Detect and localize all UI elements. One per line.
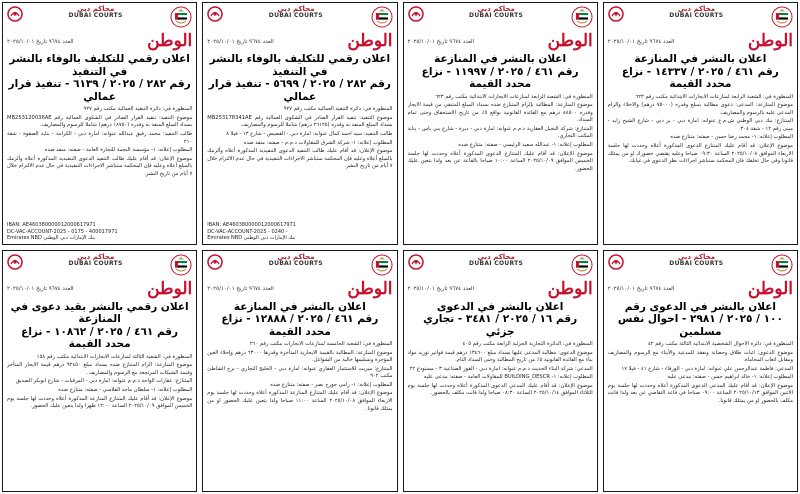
court-notice-7 <box>202 250 397 493</box>
uae-emblem-icon <box>371 254 393 276</box>
dubai-courts-logo <box>624 254 769 267</box>
notice-footer-line: DC-VAC-ACCOUNT-2025 - 0175 - 400017971 <box>7 228 118 235</box>
courts-name-ar: محاكم دبي <box>477 5 515 13</box>
courts-name-ar: محاكم دبي <box>76 5 115 13</box>
issue-line: العدد ٩٦٧٤ تاريخ ٢٠٢٥/١٠/٠١ <box>207 38 274 45</box>
newspaper-name: الوطن <box>147 31 193 51</box>
notice-body <box>7 106 192 222</box>
notice-paragraph: المدعي: شركة البناء الحديث ذ.م.م عنوانه: امارة دبي - القوز الصناعية ٣ - مستودع ٢٢ <box>409 365 593 372</box>
notice-title: اعلان رقمي للتكليف بالوفاء بالنشر في التنفيذ <box>9 53 190 78</box>
notice-case-number: رقم ٤٦١ / ٢٠٢٥ / ١٠٨٦٢ - نزاع محدد القيمة <box>21 325 179 351</box>
court-notice-3 <box>202 2 397 245</box>
courts-name-en: DUBAI COURTS <box>268 259 323 267</box>
courts-name-en: DUBAI COURTS <box>68 259 123 267</box>
notice-body <box>608 94 793 242</box>
notice-title: اعلان رقمي بالنشر بقيد دعوى في المنازعة <box>10 300 189 326</box>
notice-body <box>408 94 593 242</box>
uae-emblem-icon <box>571 6 593 28</box>
masthead-row <box>608 33 793 50</box>
masthead-row <box>408 33 593 50</box>
notice-case-number: رقم ١٦ / ٢٠٢٥ / ٣٤٨١ - تجاري جزئي <box>423 313 578 338</box>
courts-name-ar: محاكم دبي <box>277 5 315 13</box>
courts-name-ar: محاكم دبي <box>677 5 716 13</box>
issue-line: العدد ٩٦٧٤ تاريخ ٢٠٢٥/١٠/٠١ <box>7 38 74 45</box>
notice-paragraph: المدعي: فاطمة عبدالرحمن علي عنوانه: امارة دبي - الورقاء - شارع ٤١ - فيلا ١٧ <box>621 365 793 372</box>
dubai-courts-crest-icon <box>7 254 23 270</box>
notice-paragraph: المطلوب إعلانه: ١- محمد رضا حسن - صفته: متنازع ضده <box>670 134 793 141</box>
dubai-courts-logo <box>424 6 569 19</box>
issue-line: العدد ٩٦٧٤ تاريخ ٢٠٢٥/١٠/٠١ <box>407 38 475 45</box>
ads-grid <box>2 2 798 492</box>
notice-paragraph: المنظورة في: الدائرة التجارية الجزئية الرابعة مكتب رقم ٤٠٥ <box>462 341 593 348</box>
uae-emblem-icon <box>771 254 793 276</box>
dubai-courts-logo <box>23 6 168 19</box>
courts-name-en: DUBAI COURTS <box>469 12 524 19</box>
dubai-courts-crest-icon <box>608 6 624 22</box>
notice-paragraph: موضوع الإعلان: قد أقام عليك المتنازع الدعوى المذكورة أعلاه وحددت لها جلسة الاربعاء الموافق ٢٠٢٥/١٠/٠٨ الساعة ٠٩:٣٠ صباحا وعليه يقتضي حضورك او من يمثلك قانونا وفي حال تخلفك فان المحكمة ستباشر اجراءات نظر الدعوى في غيابك. <box>607 142 793 165</box>
court-notice-5 <box>603 250 798 493</box>
notice-body <box>207 341 392 489</box>
court-notice-1 <box>603 2 798 245</box>
newspaper-name: الوطن <box>747 31 793 51</box>
masthead-row <box>7 278 193 299</box>
notice-case-number: ١٠٠ / ٢٠٢٥ / ٢٩٨١ - احوال نفس مسلمين <box>617 313 783 338</box>
uae-emblem-icon <box>571 254 593 276</box>
dubai-courts-logo <box>624 6 769 19</box>
uae-emblem-icon <box>371 6 393 28</box>
notice-footer-line: Emirates NBD بنك الإمارات دبي الوطني <box>207 235 296 241</box>
notice-footer <box>207 222 392 242</box>
notice-paragraph: موضوع الإعلان: قد أقام عليك المتنازع المنازعة المذكورة أعلاه وحددت لها جلسة يوم الاربعاء الموافق ٢٠٢٥/١٠/٠٨ الساعة ١١:٠٠ صباحا ولذا يتعين عليك الحضور او من يمثلك قانونا. <box>207 390 393 412</box>
notice-paragraph: المتنازع: عقارات الواحة ذ.م.م عنوانه: امارة دبي - المرقبات - شارع ابوبكر الصديق <box>15 378 193 385</box>
notice-header <box>608 254 793 280</box>
courts-name-en: DUBAI COURTS <box>469 259 524 267</box>
notice-body <box>408 341 593 489</box>
notice-paragraph: طالب التنفيذ: محمد رفيق عبدالله عنوانه: امارة دبي - الكرامة - بناية الصفوة - شقة ٢١٠ <box>7 130 193 145</box>
newspaper-name: الوطن <box>347 278 393 299</box>
notice-header <box>207 6 392 32</box>
notice-header <box>408 254 593 280</box>
dubai-courts-crest-icon <box>7 6 23 22</box>
courts-name-ar: محاكم دبي <box>477 252 515 261</box>
courts-name-en: DUBAI COURTS <box>68 12 123 19</box>
notice-case-number: رقم ٤٦١ / ٢٠٢٥ / ١١٩٩٧ - نزاع محدد القيمة <box>421 65 579 91</box>
notice-footer <box>7 222 192 242</box>
notice-paragraph: موضوع التنفيذ: تنفيذ القرار الصادر في الشكوى العمالية رقم MB253120036AE بسداد المبلغ المنفذ به وقدره (١٨٧٥٠ درهم) شاملا للرسوم والمصاريف. <box>7 114 193 129</box>
notice-case-number: رقم ٢٨٢ / ٢٠٢٥ / ٦١٣٩ - تنفيذ قرار عمالي <box>8 78 191 103</box>
notice-body <box>207 106 392 222</box>
newspaper-name: الوطن <box>547 278 593 299</box>
notice-paragraph: موضوع الإعلان: قد أقام عليك طالب التنفيذ الدعوى التنفيذية المذكورة أعلاه وألزمك بالمبلغ أعلاه وعليه فإن المحكمة ستباشر الاجراءات التنفيذية في حال عدم الالتزام خلال ٧ أيام من تاريخ النشر. <box>7 155 193 177</box>
notice-paragraph: موضوع الدعوى: مطالبة المدعى عليها بسداد مبلغ ١٣٤٦٠٠ درهم قيمة فواتير توريد مواد بناء مع الفائدة القانونية ٥٪ من تاريخ المطالبة وحتى السداد التام. <box>407 349 593 364</box>
courts-name-ar: محاكم دبي <box>76 252 115 261</box>
notice-title: اعلان بالنشر في المنازعة <box>634 53 767 65</box>
dubai-courts-logo <box>223 254 368 267</box>
notice-paragraph: موضوع التنفيذ: تنفيذ القرار الصادر في الشكوى العمالية رقم MB253178341AE بسداد المبلغ المنفذ به وقدره (٢٦١٢٥ درهم) شاملا للرسوم والمصاريف. <box>207 114 393 129</box>
dubai-courts-crest-icon <box>207 254 223 270</box>
notice-paragraph: موضوع الإعلان: قد أقام عليك المدعي الدعوى المذكورة أعلاه وحددت لها جلسة يوم الثلاثاء الموافق ٢٠٢٥/١٠/١٤ الساعة ٠٨:٣٠ صباحا ولذا فانت مكلف بالحضور. <box>407 382 593 397</box>
notice-case-number: رقم ٤٦١ / ٢٠٢٥ / ١٤٣٣٧ - نزاع محدد القيمة <box>621 65 779 91</box>
notice-paragraph: المتنازع: شركة النخيل العقارية ذ.م.م عنوانه: امارة دبي - ديرة - شارع بني ياس - بناية المكتب التجاري. <box>407 125 593 140</box>
court-notice-6 <box>403 250 598 493</box>
notice-paragraph: المطلوب إعلانه: ١- BUILDING_DESCR للمقاولات العامة - صفته: مدعى عليه <box>423 374 593 381</box>
newspaper-name: الوطن <box>547 31 593 51</box>
courts-name-en: DUBAI COURTS <box>669 12 724 19</box>
notice-paragraph: موضوع المنازعة: المدعى: دعوى مطالبة بمبلغ وقدره (٧٥٠٠٠ درهم) والاخلاء والزام المدعى عليه بالرسوم والمصاريف. <box>607 102 793 116</box>
dubai-courts-crest-icon <box>408 254 424 270</box>
notice-paragraph: المنظورة في: الشعبة الثالثة لمنازعات الايجارات الابتدائية مكتب رقم ١٥٨ <box>36 353 193 360</box>
notice-paragraph: المطلوب إعلانه: ١- خالد ابراهيم حسن - صفته: مدعى عليه <box>667 374 793 381</box>
court-notice-8 <box>2 250 197 493</box>
notice-title: اعلان بالنشر في المنازعة <box>434 53 567 65</box>
uae-emblem-icon <box>170 6 192 28</box>
uae-emblem-icon <box>771 6 793 28</box>
notice-paragraph: المتنازع: ميريت للاستثمار العقاري عنوانه: امارة دبي - الخليج التجاري - برج الشاطئ مكتب ٩٠٢ <box>207 365 393 380</box>
masthead-row <box>207 33 392 50</box>
notice-title: اعلان بالنشر في الدعوى رقم <box>624 300 777 313</box>
notice-header <box>408 6 593 32</box>
notice-paragraph: موضوع المنازعة: المطالبة بالقيمة الايجارية المتأخرة وقدرها ٦٣٠٠٠ درهم وإخلاء العين المؤجرة وتسليمها خالية من الشواغل. <box>207 349 393 364</box>
courts-name-en: DUBAI COURTS <box>669 259 724 267</box>
masthead-row <box>607 278 793 299</box>
notice-title: اعلان بالنشر في الدعوى <box>436 300 564 313</box>
notice-paragraph: موضوع الإعلان: قد أقام عليك المتنازع الدعوى المذكورة أعلاه وحددت لها جلسة الخميس الموافق ٢٠٢٥/١٠/٠٩ الساعة ١٠:٠٠ صباحا بالقاعة عن بعد ولذا يتعين عليك الحضور. <box>407 150 593 172</box>
masthead-row <box>7 33 192 50</box>
notice-paragraph: المطلوب إعلانه: ١- رامي جورج نصر - صفته: متنازع ضده <box>270 381 393 388</box>
notice-case-number: رقم ٤٦١ / ٢٠٢٥ / ١٢٨٨٨ - نزاع محدد القيمة <box>221 313 379 338</box>
uae-emblem-icon <box>170 254 192 276</box>
notice-footer-line: DC-VAC-ACCOUNT-2025 - 0240 - <box>207 228 288 235</box>
notice-paragraph: المطلوب إعلانه: ١- مؤسسة النجمة للتجارة العامة - صفته: منفذ ضده <box>44 147 193 154</box>
notice-case-number: رقم ٢٨٢ / ٢٠٢٥ / ٥٦٩٩ - تنفيذ قرار عمالي <box>208 78 391 103</box>
notice-paragraph: المطلوب إعلانه: ١- سلطان ماجد الفلاسي - صفته: متنازع ضده <box>58 387 193 393</box>
notice-footer-line: IBAN: AE460380000012000617971 <box>7 222 96 228</box>
notice-paragraph: المنظورة في: الشعبة الرابعة لمنازعات الايجارات الابتدائية مكتب رقم ٦٢٣ <box>435 93 593 100</box>
masthead-row <box>207 278 393 299</box>
notice-paragraph: المنظورة في: دائرة التنفيذ العمالية مكتب رقم ٩٢٧ <box>83 106 193 113</box>
dubai-courts-crest-icon <box>408 6 424 22</box>
notice-paragraph: موضوع الإعلان: قد أقام عليك طالب التنفيذ الدعوى التنفيذية المذكورة أعلاه وألزمك بالمبلغ أعلاه وعليه فإن المحكمة ستباشر الاجراءات التنفيذية في حال عدم الالتزام خلال ٧ أيام من تاريخ النشر. <box>207 148 393 170</box>
notice-paragraph: موضوع المنازعة: الزام المتنازع ضده بسداد مبلغ ٩٢٤٥٠ درهم قيمة الايجار المتأخر وقيمة الشيكات المرتجعة مع الرسوم والمصاريف. <box>7 362 193 376</box>
dubai-courts-crest-icon <box>608 254 624 270</box>
court-notice-2 <box>403 2 598 245</box>
notice-header <box>7 254 192 280</box>
newspaper-name: الوطن <box>747 278 793 299</box>
notice-paragraph: موضوع الإعلان: قد أقام عليك المتنازع المنازعة المذكورة أعلاه وحددت لها جلسة يوم الخميس الموافق ٢٠٢٥/١٠/٠٩ الساعة ١٢:٠٠ ظهرا ولذا يتعين عليك الحضور. <box>7 395 193 410</box>
notice-header <box>207 254 392 280</box>
notice-title: اعلان رقمي للتكليف بالوفاء بالنشر في التنفيذ <box>209 53 391 78</box>
notice-paragraph: المطلوب إعلانه: ١- عبدالله سعيد الرئيسي - صفته: متنازع ضده <box>458 141 593 148</box>
courts-name-ar: محاكم دبي <box>277 252 315 261</box>
dubai-courts-logo <box>223 6 368 19</box>
newspaper-name: الوطن <box>347 31 393 51</box>
notice-header <box>7 6 192 32</box>
notice-header <box>608 6 793 32</box>
notice-title: اعلان بالنشر في المنازعة <box>233 300 366 313</box>
courts-name-en: DUBAI COURTS <box>268 12 323 19</box>
notice-paragraph: طالب التنفيذ: سيد احمد كمال عنوانه: امارة دبي - القصيص - شارع ١٣ - فيلا ٨ <box>226 130 393 137</box>
issue-line: العدد ٩٦٧٤ تاريخ ٢٠٢٥/١٠/٠١ <box>607 38 675 45</box>
masthead-row <box>407 278 593 299</box>
issue-line: العدد ٩٦٧٤ تاريخ ٢٠٢٥/١٠/٠١ <box>7 286 74 292</box>
notice-body <box>7 354 192 489</box>
notice-paragraph: المتنازع: بنك دبي الوطني ش.م.ع عنوانه: امارة دبي - بر دبي - شارع الشيخ زايد - مبنى رقم ١٢ - شقة ٣٠٤ <box>607 118 793 132</box>
notice-body <box>608 341 793 489</box>
notice-paragraph: موضوع المنازعة: المطالبة بإلزام المتنازع ضده بسداد المبلغ المتبقي من قيمة الايجار وقدره ٤٨٥٠٠ درهم مع الفائدة القانونية بواقع ٥٪ من تاريخ الاستحقاق وحتى تمام السداد. <box>407 102 593 124</box>
dubai-courts-logo <box>424 254 569 267</box>
notice-paragraph: المنظورة في: الشعبة الخامسة لمنازعات الايجارات مكتب رقم ٢٦٠ <box>249 341 393 348</box>
notice-paragraph: موضوع الإعلان: قد أقام عليك المدعي الدعوى المذكورة أعلاه وحددت لها جلسة يوم الاثنين الموافق ٢٠٢٥/١٠/١٣ الساعة ٠٩:٠٠ صباحا في قاعة التقاضي عن بعد ولذا فانت مكلف بالحضور او من يمثلك قانونا. <box>607 382 793 404</box>
notice-footer-line: Emirates NBD بنك الإمارات دبي الوطني <box>7 235 96 241</box>
notice-paragraph: المطلوب إعلانه: ١- شركة الشرق للمقاولات ذ.م.م - صفته: منفذ ضده <box>243 139 393 146</box>
dubai-courts-crest-icon <box>207 6 223 22</box>
dubai-courts-logo <box>23 254 168 267</box>
notice-footer-line: IBAN: AE460380000012000617971 <box>207 222 296 228</box>
issue-line: العدد ٩٦٧٤ تاريخ ٢٠٢٥/١٠/٠١ <box>207 286 274 292</box>
courts-name-ar: محاكم دبي <box>677 252 716 261</box>
newspaper-name: الوطن <box>147 278 193 299</box>
notice-paragraph: المنظورة في: دائرة التنفيذ العمالية مكتب رقم ٩٢٧ <box>283 106 393 113</box>
issue-line: العدد ٩٦٧٤ تاريخ ٢٠٢٥/١٠/٠١ <box>607 286 675 292</box>
notice-paragraph: المنظورة في: الشعبة الرابعة لمنازعات الايجارات الابتدائية مكتب رقم ٦٢٣ <box>635 93 793 100</box>
issue-line: العدد ٩٦٧٤ تاريخ ٢٠٢٥/١٠/٠١ <box>407 286 475 292</box>
notice-paragraph: موضوع الدعوى: اثبات طلاق وحضانة ونفقة للمدعية والأبناء مع الرسوم والمصاريف ومقابل اتعاب المحاماة. <box>607 349 793 364</box>
notice-paragraph: المنظورة في: دائرة الأحوال الشخصية الابتدائية الثالثة مكتب رقم ٤٢ <box>647 341 793 348</box>
court-notice-4 <box>2 2 197 245</box>
